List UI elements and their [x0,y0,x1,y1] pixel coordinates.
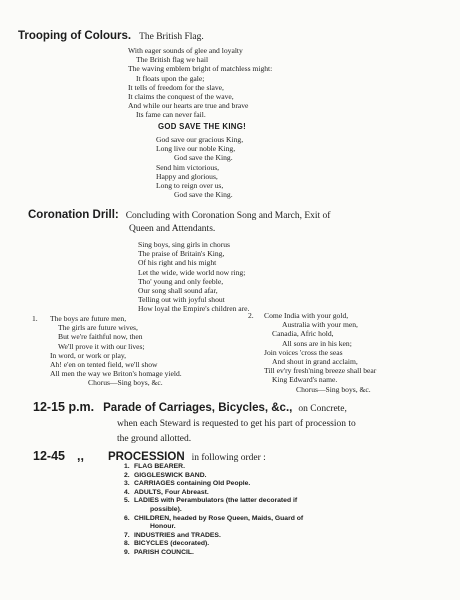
item-number: 6. [124,514,130,522]
verse-line: Its fame can never fail. [136,110,206,120]
list-item [124,549,303,558]
coronation-song [138,240,249,314]
verse-line: Long to reign over us, [156,181,224,191]
list-item [124,540,303,549]
item-number: 3. [124,480,130,488]
trooping-subtitle: The British Flag. [139,32,204,42]
verse-line: Telling out with joyful shout [138,295,225,305]
item-number: 1. [124,463,130,470]
ditto-mark: ,, [76,449,84,463]
verse-line: Canadia, Afric hold, [272,329,334,339]
coronation-desc-cont: Queen and Attendants. [129,224,216,234]
item-text: PARISH COUNCIL. [134,548,194,556]
verse-line: Sing boys, sing girls in chorus [138,240,230,249]
item-number: 4. [124,488,130,496]
verse-line: Australia with your men, [282,320,358,330]
anthem-verse [156,135,243,199]
item-text: CHILDREN, headed by Rose Queen, Maids, Guard of [134,514,304,522]
verse-line: Till ev'ry fresh'ning breeze shall bear [264,366,377,376]
verse-line: All sons are in his ken; [282,338,352,348]
verse-1 [50,314,182,388]
verse-line: The British flag we hail [136,55,209,65]
verse-line: We'll prove it with our lives; [58,341,145,351]
verse-line: Send him victorious, [156,162,220,172]
verse-line: The praise of Britain's King, [138,249,225,259]
list-item [124,480,303,489]
list-item [124,532,303,541]
verse-line: Our song shall sound afar, [138,286,218,296]
verse-2-number: 2. [248,311,254,320]
verse-line: Join voices 'cross the seas [264,347,343,357]
item-text: BICYCLES (decorated). [134,540,210,548]
list-item [124,463,303,472]
verse-line: It tells of freedom for the slave, [128,82,224,92]
item-text: INDUSTRIES and TRADES. [134,531,221,539]
coronation-heading [28,205,446,234]
list-item [124,515,303,524]
verse-line: The waving emblem bright of matchless might: [128,64,273,74]
verse-line: It floats upon the gale; [136,73,205,83]
parade-time: 12-15 p.m. [33,400,95,414]
item-text-cont: Honour. [150,523,176,531]
trooping-heading [18,26,204,44]
verse-line: With eager sounds of glee and loyalty [128,46,243,55]
verse-line: Ah! e'en on tented field, we'll show [50,360,158,370]
verse-line: Let the wide, wide world now ring; [138,267,246,277]
verse-line: God save our gracious King, [156,135,244,144]
list-item [124,489,303,498]
verse-2 [264,311,376,394]
item-number: 8. [124,540,130,548]
item-number: 5. [124,497,130,505]
verse-line: God save the King. [174,153,233,163]
item-text: FLAG BEARER. [134,463,185,470]
verse-line: Happy and glorious, [156,171,218,181]
verse-line: Come India with your gold, [264,311,349,320]
verse-line: In word, or work or play, [50,350,127,360]
parade-desc-cont: when each Steward is requested to get his part of procession to [117,419,356,429]
procession-time: 12-45 [33,449,65,463]
verse-line: And while our hearts are true and brave [128,101,249,111]
anthem-title: GOD SAVE THE KING! [158,122,246,131]
coronation-title: Coronation Drill: [28,209,119,221]
procession-desc: in following order : [191,453,266,463]
procession-title: PROCESSION [107,451,185,463]
coronation-desc: Concluding with Coronation Song and March, Exit of [125,211,331,221]
parade-section [33,398,448,447]
verse-line: Chorus—Sing boys, &c. [88,378,163,388]
verse-line: All men the way we Briton's homage yield. [50,369,182,379]
trooping-title: Trooping of Colours. [18,30,132,42]
item-number: 2. [124,471,130,479]
item-number: 7. [124,531,130,539]
list-item [124,472,303,481]
flag-verse [128,46,272,120]
verse-1-number: 1. [32,314,38,323]
verse-line: The boys are future men, [50,314,127,323]
verse-line: It claims the conquest of the wave, [128,92,234,102]
item-text: ADULTS, Four Abreast. [134,488,209,496]
list-item [124,497,303,506]
parade-title: Parade of Carriages, Bicycles, &c., [103,402,293,414]
procession-list [124,463,303,558]
verse-line: God save the King. [174,190,233,200]
item-number: 9. [124,548,130,556]
verse-line: Long live our noble King, [156,144,236,154]
verse-line: King Edward's name. [272,375,338,385]
verse-line: The girls are future wives, [58,323,138,333]
item-text: LADIES with Perambulators (the latter decorated if [134,497,298,505]
verse-line: How loyal the Empire's children are. [138,304,250,314]
verse-line: And shout in grand acclaim, [272,357,358,367]
verse-line: Tho' young and only feeble, [138,276,224,286]
parade-desc: on Concrete, [298,404,347,414]
item-text-cont: possible). [150,505,182,513]
verse-line: But we're faithful now, then [58,332,143,342]
parade-desc-cont: the ground allotted. [117,434,192,444]
item-text: GIGGLESWICK BAND. [134,471,207,479]
verse-line: Of his right and his might [138,258,217,268]
item-text: CARRIAGES containing Old People. [134,480,251,488]
verse-line: Chorus—Sing boys, &c. [296,384,371,394]
